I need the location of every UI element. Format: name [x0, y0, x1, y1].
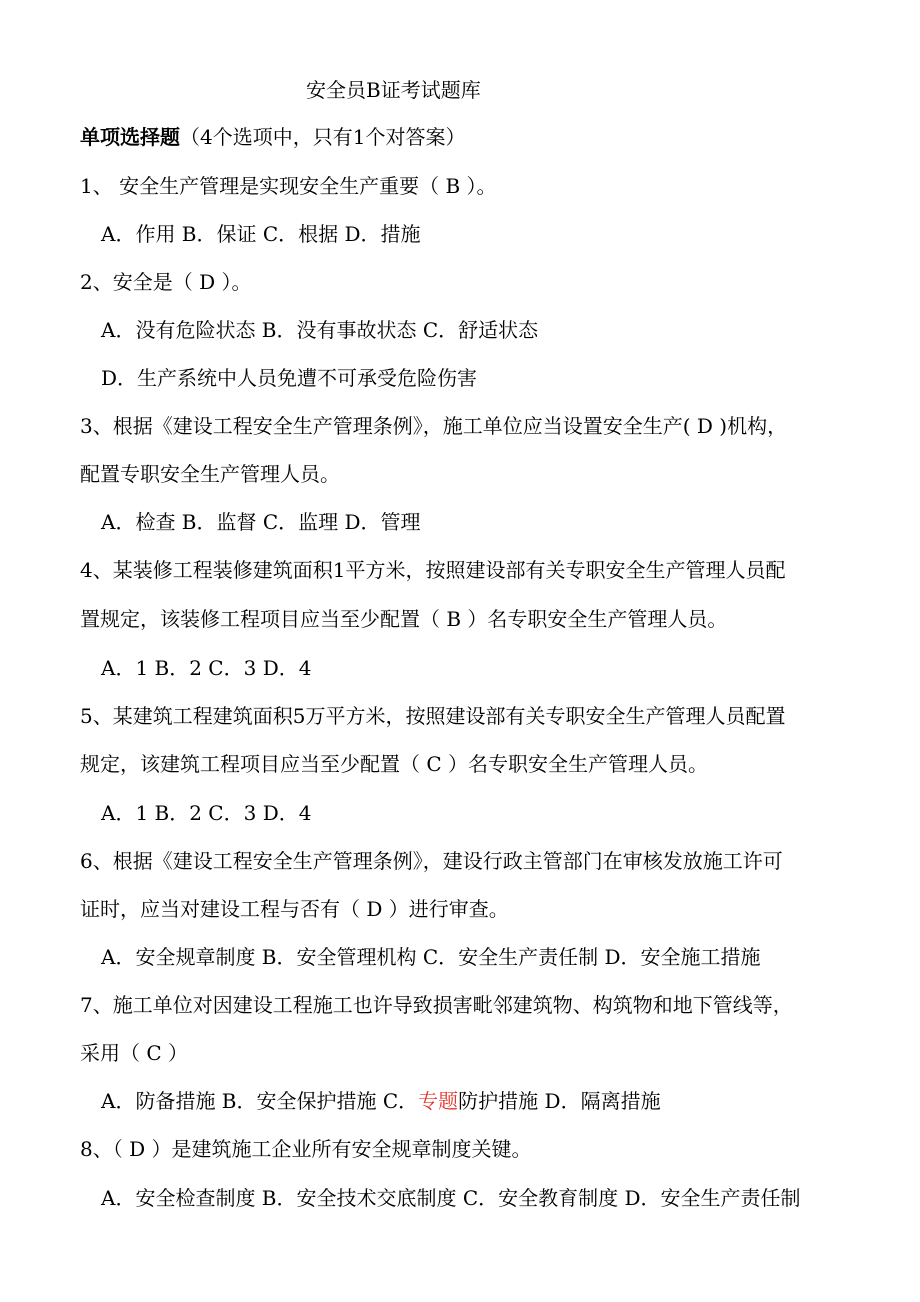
section-heading	[80, 123, 465, 151]
question-1: 1、 安全生产管理是实现安全生产重要（ B ）。	[80, 174, 497, 198]
question-7-line-2: 采用（ C ）	[80, 1041, 189, 1065]
question-6-options: A．安全规章制度 B．安全管理机构 C．安全生产责任制 D．安全施工措施	[101, 945, 761, 969]
question-2-options-line-1: A．没有危险状态 B．没有事故状态 C．舒适状态	[101, 318, 539, 342]
document-title: 安全员B证考试题库	[306, 78, 481, 102]
question-5-line-1: 5、某建筑工程建筑面积5万平方米，按照建设部有关专职安全生产管理人员配置	[80, 704, 786, 728]
question-8-options: A．安全检查制度 B．安全技术交底制度 C．安全教育制度 D．安全生产责任制	[101, 1186, 801, 1210]
question-3-line-1: 3、根据《建设工程安全生产管理条例》，施工单位应当设置安全生产( D )机构，	[80, 414, 788, 438]
question-5-options: A．1 B．2 C．3 D．4	[101, 801, 312, 825]
question-7-options-part-2: 防护措施 D．隔离措施	[458, 1089, 661, 1113]
question-4-line-2: 置规定，该装修工程项目应当至少配置（ B ）名专职安全生产管理人员。	[80, 607, 728, 631]
question-7-options	[101, 1087, 661, 1115]
question-4-options: A．1 B．2 C．3 D．4	[101, 656, 312, 680]
question-5-line-2: 规定，该建筑工程项目应当至少配置（ C ）名专职安全生产管理人员。	[80, 752, 709, 776]
highlighted-word: 专题	[418, 1089, 459, 1113]
question-8: 8、（ D ）是建筑施工企业所有安全规章制度关键。	[80, 1137, 532, 1161]
question-7-line-1: 7、施工单位对因建设工程施工也许导致损害毗邻建筑物、构筑物和地下管线等，	[80, 993, 793, 1017]
question-6-line-1: 6、根据《建设工程安全生产管理条例》，建设行政主管部门在审核发放施工许可	[80, 849, 783, 873]
question-2: 2、安全是（ D ）。	[80, 270, 252, 294]
section-heading-bold: 单项选择题	[80, 125, 180, 149]
section-heading-note: （4个选项中，只有1个对答案）	[180, 125, 466, 149]
question-3-options: A．检查 B．监督 C．监理 D．管理	[101, 510, 421, 534]
question-1-options: A．作用 B．保证 C．根据 D．措施	[101, 222, 421, 246]
question-4-line-1: 4、某装修工程装修建筑面积1平方米，按照建设部有关专职安全生产管理人员配	[80, 558, 786, 582]
question-6-line-2: 证时，应当对建设工程与否有（ D ）进行审查。	[80, 897, 509, 921]
question-3-line-2: 配置专职安全生产管理人员。	[80, 462, 340, 486]
question-7-options-part-1: A．防备措施 B．安全保护措施 C．	[101, 1089, 419, 1113]
question-2-options-line-2: D．生产系统中人员免遭不可承受危险伤害	[101, 366, 478, 390]
